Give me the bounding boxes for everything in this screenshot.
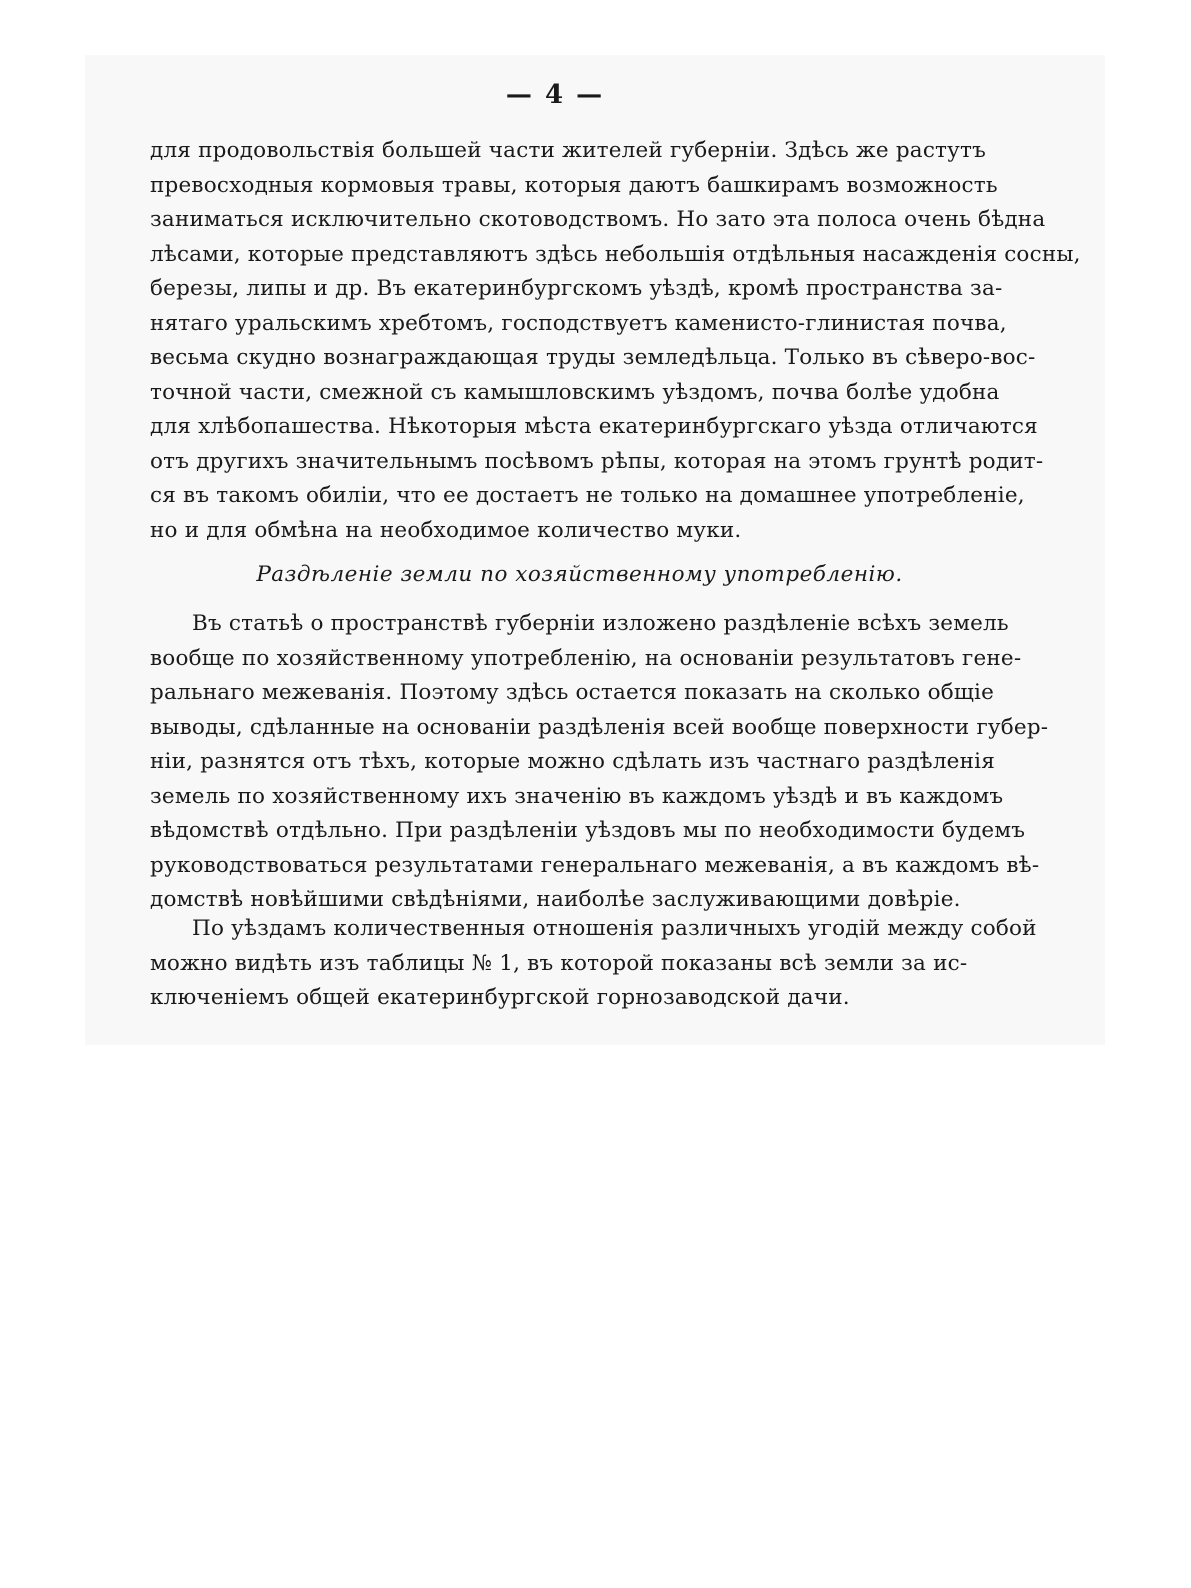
text-line: домствѣ новѣйшими свѣдѣніями, наиболѣе заслуживающими довѣріе. [150,887,961,912]
page-number: — 4 — [505,80,605,110]
text-line: лѣсами, которые представляютъ здѣсь небольшія отдѣльныя насажденія сосны, [150,241,1081,267]
paragraph-3 [150,912,1037,1016]
text-line: руководствоваться результатами генеральнаго межеванія, а въ каждомъ вѣ- [150,852,1040,878]
section-heading: Раздѣленіе земли по хозяйственному употребленію. [256,562,903,587]
text-line: точной части, смежной съ камышловскимъ уѣздомъ, почва болѣе удобна [150,379,1000,405]
paragraph-2 [150,607,1049,918]
text-line: березы, липы и др. Въ екатеринбургскомъ уѣздѣ, кромѣ пространства за- [150,276,1003,301]
text-line: ключеніемъ общей екатеринбургской горнозаводской дачи. [150,985,850,1010]
text-line: вообще по хозяйственному употребленію, на основаніи результатовъ гене- [150,645,1022,671]
paragraph-1 [150,134,1081,548]
text-line: отъ другихъ значительнымъ посѣвомъ рѣпы, которая на этомъ грунтѣ родит- [150,448,1044,474]
text-line: ся въ такомъ обиліи, что ее достаетъ не только на домашнее употребленіе, [150,483,1025,508]
text-line: превосходныя кормовыя травы, которыя даютъ башкирамъ возможность [150,172,998,198]
text-line: ральнаго межеванія. Поэтому здѣсь остается показать на сколько общіе [150,680,995,705]
text-line: можно видѣть изъ таблицы № 1, въ которой показаны всѣ земли за ис- [150,950,968,976]
text-line: выводы, сдѣланные на основаніи раздѣленія всей вообще поверхности губер- [150,714,1049,740]
text-line: вѣдомствѣ отдѣльно. При раздѣленіи уѣздовъ мы по необходимости будемъ [150,818,1026,843]
text-line: для хлѣбопашества. Нѣкоторыя мѣста екатеринбургскаго уѣзда отличаются [150,414,1038,439]
text-line: нятаго уральскимъ хребтомъ, господствуетъ каменисто-глинистая почва, [150,310,1007,336]
text-line: для продовольствія большей части жителей губерніи. Здѣсь же растутъ [150,138,986,163]
text-line: Въ статьѣ о пространствѣ губерніи изложено раздѣленіе всѣхъ земель [192,611,1009,636]
text-line: но и для обмѣна на необходимое количество муки. [150,517,742,543]
text-line: ніи, разнятся отъ тѣхъ, которые можно сдѣлать изъ частнаго раздѣленія [150,749,995,774]
text-line: весьма скудно вознаграждающая труды земледѣльца. Только въ сѣверо-вос- [150,345,1036,370]
text-line: По уѣздамъ количественныя отношенія различныхъ угодій между собой [192,916,1037,941]
text-line: земель по хозяйственному ихъ значенію въ каждомъ уѣздѣ и въ каждомъ [150,783,1004,809]
text-line: заниматься исключительно скотоводствомъ. Но зато эта полоса очень бѣдна [150,207,1046,232]
